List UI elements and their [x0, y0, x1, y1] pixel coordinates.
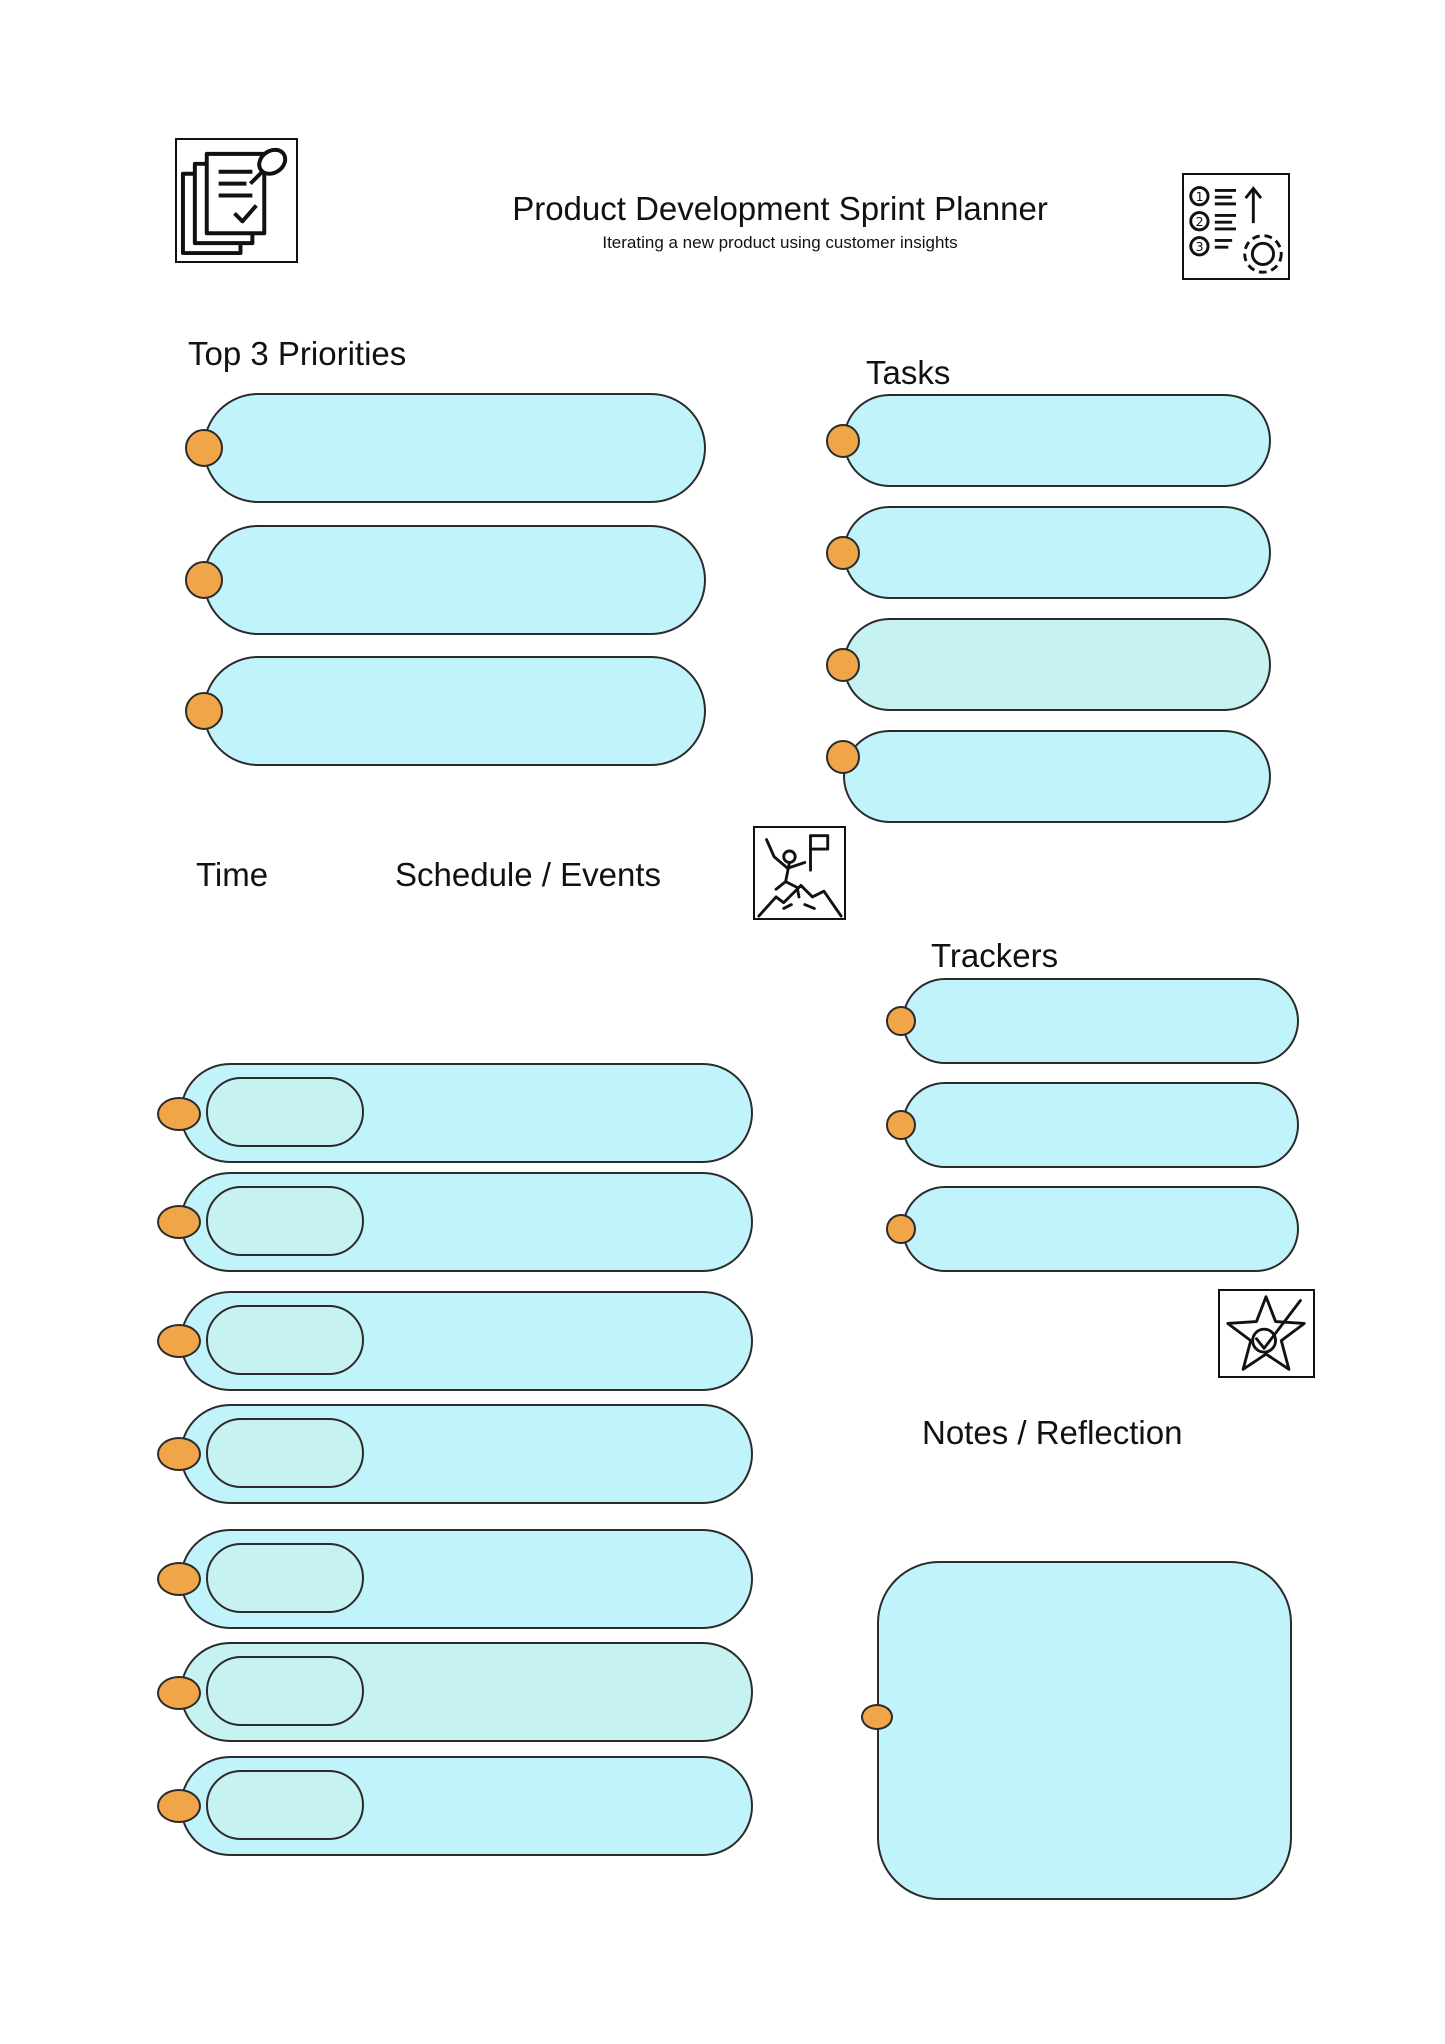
page-subtitle: Iterating a new product using customer insights	[602, 233, 958, 252]
numbered-list-gear-icon	[1182, 173, 1290, 280]
task-field-3[interactable]	[843, 618, 1271, 711]
schedule-marker-4	[157, 1437, 201, 1471]
priority-marker-2	[185, 561, 223, 599]
climber-flag-icon	[753, 826, 846, 920]
priority-marker-1	[185, 429, 223, 467]
priority-field-3[interactable]	[203, 656, 706, 766]
trackers-heading: Trackers	[931, 937, 1059, 974]
priority-field-1[interactable]	[203, 393, 706, 503]
time-heading: Time	[196, 856, 269, 893]
clipboard-documents-pin-icon	[175, 138, 298, 263]
notes-heading: Notes / Reflection	[922, 1414, 1183, 1451]
notes-field[interactable]	[877, 1561, 1292, 1900]
schedule-marker-2	[157, 1205, 201, 1239]
tracker-marker-1	[886, 1006, 916, 1036]
task-field-2[interactable]	[843, 506, 1271, 599]
svg-text:1: 1	[1195, 188, 1204, 204]
time-slot-4[interactable]	[206, 1418, 364, 1488]
task-marker-3	[826, 648, 860, 682]
time-slot-2[interactable]	[206, 1186, 364, 1256]
tasks-heading: Tasks	[866, 354, 951, 391]
tracker-marker-3	[886, 1214, 916, 1244]
task-field-4[interactable]	[843, 730, 1271, 823]
schedule-heading: Schedule / Events	[395, 856, 661, 893]
time-slot-1[interactable]	[206, 1077, 364, 1147]
page-title: Product Development Sprint Planner	[512, 190, 1048, 227]
priority-marker-3	[185, 692, 223, 730]
time-slot-7[interactable]	[206, 1770, 364, 1840]
schedule-marker-3	[157, 1324, 201, 1358]
schedule-marker-1	[157, 1097, 201, 1131]
tracker-marker-2	[886, 1110, 916, 1140]
task-marker-2	[826, 536, 860, 570]
schedule-marker-7	[157, 1789, 201, 1823]
tracker-field-1[interactable]	[902, 978, 1299, 1064]
schedule-marker-5	[157, 1562, 201, 1596]
schedule-marker-6	[157, 1676, 201, 1710]
svg-text:3: 3	[1195, 239, 1204, 255]
tracker-field-2[interactable]	[902, 1082, 1299, 1168]
tracker-field-3[interactable]	[902, 1186, 1299, 1272]
notes-marker	[861, 1704, 893, 1730]
svg-text:2: 2	[1195, 214, 1204, 230]
task-marker-1	[826, 424, 860, 458]
time-slot-5[interactable]	[206, 1543, 364, 1613]
time-slot-3[interactable]	[206, 1305, 364, 1375]
task-field-1[interactable]	[843, 394, 1271, 487]
task-marker-4	[826, 740, 860, 774]
star-check-icon	[1218, 1289, 1315, 1378]
priority-field-2[interactable]	[203, 525, 706, 635]
priorities-heading: Top 3 Priorities	[188, 335, 407, 372]
time-slot-6[interactable]	[206, 1656, 364, 1726]
